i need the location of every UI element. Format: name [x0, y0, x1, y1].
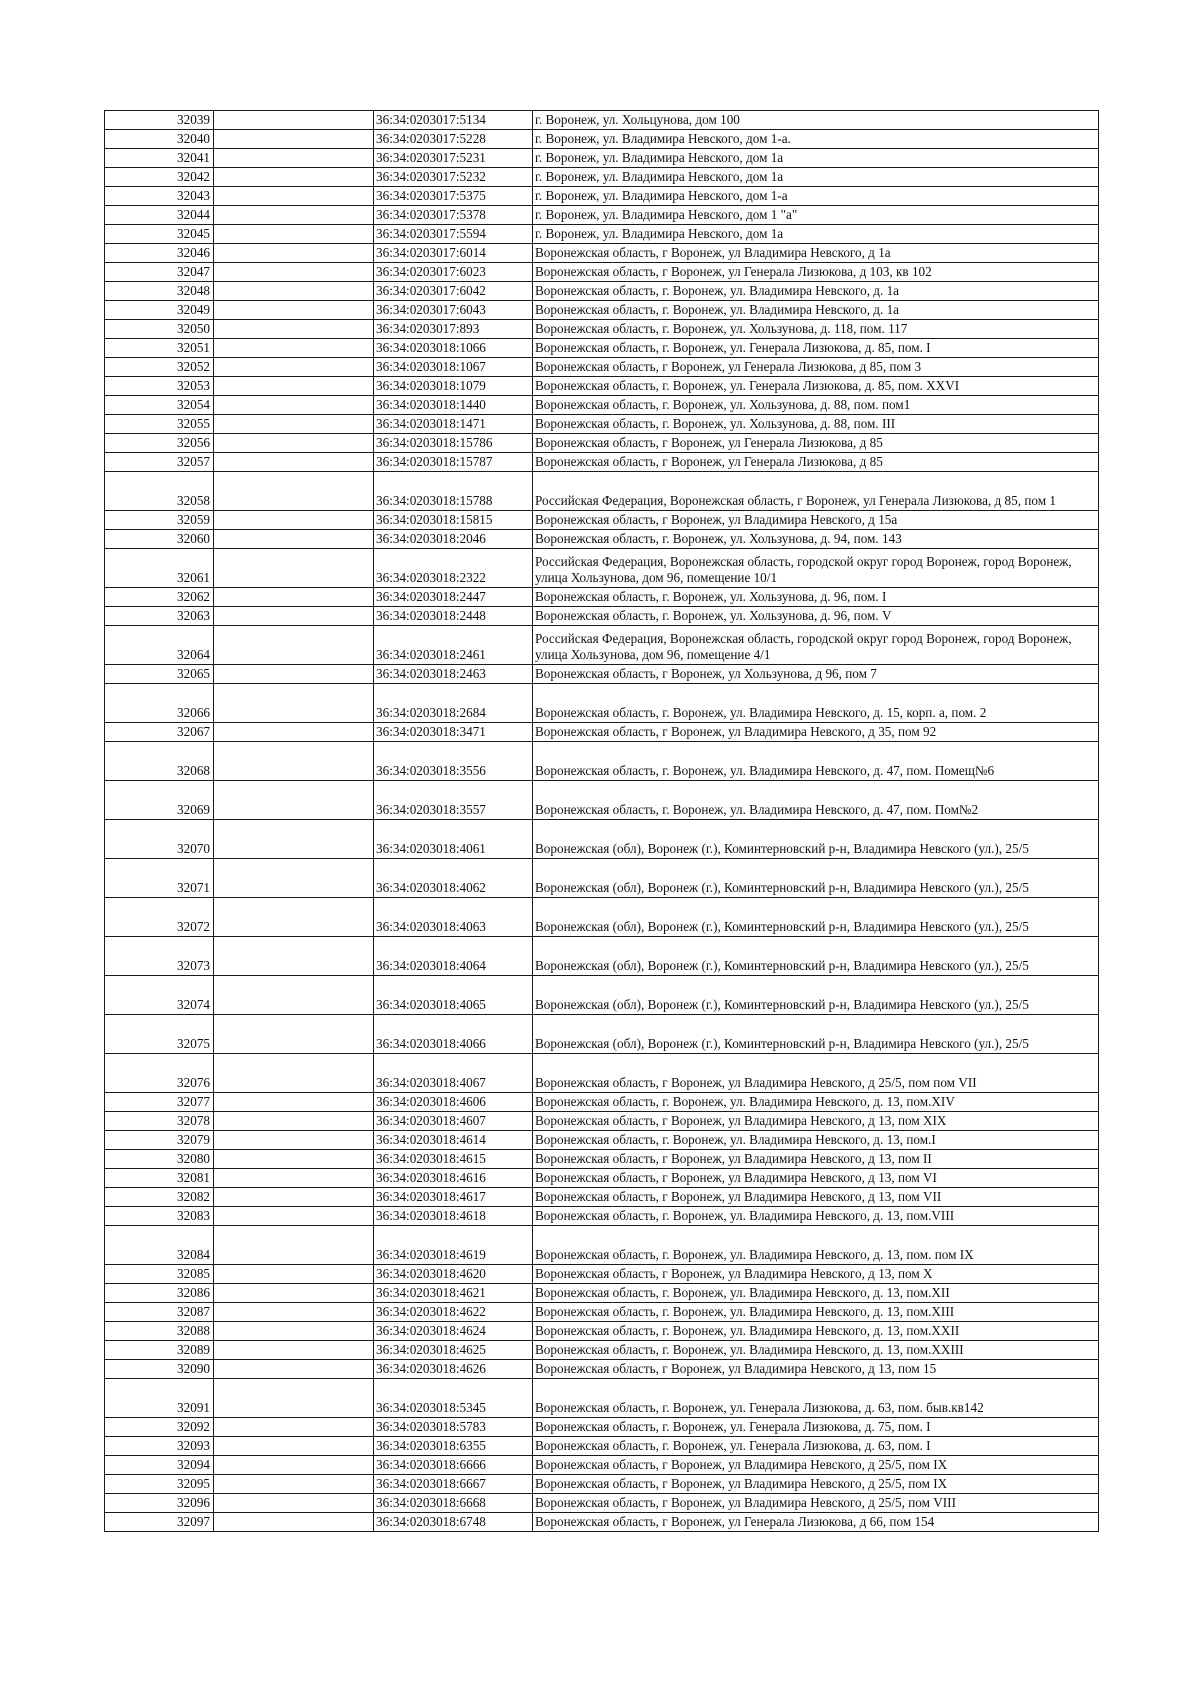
table-row — [105, 1360, 1099, 1379]
row-number-cell: 32086 — [105, 1284, 214, 1303]
address-cell: г. Воронеж, ул. Хольцунова, дом 100 — [533, 111, 1099, 130]
cadastral-number-cell: 36:34:0203018:3556 — [374, 742, 533, 781]
row-number-cell: 32096 — [105, 1494, 214, 1513]
address-cell: г. Воронеж, ул. Владимира Невского, дом 1а — [533, 225, 1099, 244]
row-number-cell: 32079 — [105, 1131, 214, 1150]
cadastral-number-cell: 36:34:0203018:5345 — [374, 1379, 533, 1418]
cadastral-number-cell: 36:34:0203018:6355 — [374, 1437, 533, 1456]
row-number-cell: 32066 — [105, 684, 214, 723]
empty-cell — [214, 1093, 374, 1112]
empty-cell — [214, 168, 374, 187]
table-row — [105, 976, 1099, 1015]
address-cell: Воронежская область, г. Воронеж, ул. Владимира Невского, д. 1а — [533, 282, 1099, 301]
table-row — [105, 1513, 1099, 1532]
table-row — [105, 1284, 1099, 1303]
row-number-cell: 32084 — [105, 1226, 214, 1265]
row-number-cell: 32092 — [105, 1418, 214, 1437]
empty-cell — [214, 511, 374, 530]
empty-cell — [214, 1226, 374, 1265]
cadastral-number-cell: 36:34:0203018:1471 — [374, 415, 533, 434]
row-number-cell: 32040 — [105, 130, 214, 149]
table-row — [105, 1188, 1099, 1207]
address-cell: Воронежская область, г. Воронеж, ул. Хользунова, д. 88, пом. III — [533, 415, 1099, 434]
address-cell: Воронежская область, г. Воронеж, ул. Генерала Лизюкова, д. 85, пом. XXVI — [533, 377, 1099, 396]
table-row — [105, 1437, 1099, 1456]
address-cell: Воронежская область, г Воронеж, ул Владимира Невского, д 1а — [533, 244, 1099, 263]
address-cell: Российская Федерация, Воронежская область, городской округ город Воронеж, город Воронеж, улица Хользунова, дом 96, помещение 10/1 — [533, 549, 1099, 588]
table-row — [105, 1150, 1099, 1169]
address-cell: Воронежская (обл), Воронеж (г.), Коминтерновский р-н, Владимира Невского (ул.), 25/5 — [533, 976, 1099, 1015]
row-number-cell: 32041 — [105, 149, 214, 168]
table-row — [105, 1303, 1099, 1322]
cadastral-number-cell: 36:34:0203018:6668 — [374, 1494, 533, 1513]
row-number-cell: 32044 — [105, 206, 214, 225]
cadastral-number-cell: 36:34:0203017:5594 — [374, 225, 533, 244]
cadastral-number-cell: 36:34:0203017:5375 — [374, 187, 533, 206]
empty-cell — [214, 130, 374, 149]
table-row — [105, 1379, 1099, 1418]
address-cell: Воронежская область, г. Воронеж, ул. Владимира Невского, д. 13, пом.XII — [533, 1284, 1099, 1303]
address-cell: Воронежская область, г. Воронеж, ул. Владимира Невского, д. 47, пом. Пом№2 — [533, 781, 1099, 820]
address-cell: Воронежская область, г Воронеж, ул Владимира Невского, д 13, пом VI — [533, 1169, 1099, 1188]
address-cell: Воронежская область, г Воронеж, ул Владимира Невского, д 35, пом 92 — [533, 723, 1099, 742]
cadastral-number-cell: 36:34:0203018:6748 — [374, 1513, 533, 1532]
row-number-cell: 32069 — [105, 781, 214, 820]
row-number-cell: 32050 — [105, 320, 214, 339]
row-number-cell: 32058 — [105, 472, 214, 511]
cadastral-number-cell: 36:34:0203017:5232 — [374, 168, 533, 187]
table-row — [105, 549, 1099, 588]
row-number-cell: 32070 — [105, 820, 214, 859]
address-cell: Воронежская область, г. Воронеж, ул. Хользунова, д. 96, пом. I — [533, 588, 1099, 607]
address-cell: Воронежская область, г. Воронеж, ул. Владимира Невского, д. 15, корп. а, пом. 2 — [533, 684, 1099, 723]
address-cell: Воронежская область, г. Воронеж, ул. Владимира Невского, д. 13, пом.VIII — [533, 1207, 1099, 1226]
empty-cell — [214, 898, 374, 937]
row-number-cell: 32074 — [105, 976, 214, 1015]
table-row — [105, 781, 1099, 820]
table-row — [105, 320, 1099, 339]
address-cell: Воронежская область, г. Воронеж, ул. Генерала Лизюкова, д. 63, пом. I — [533, 1437, 1099, 1456]
table-row — [105, 1341, 1099, 1360]
cadastral-number-cell: 36:34:0203018:2461 — [374, 626, 533, 665]
row-number-cell: 32051 — [105, 339, 214, 358]
table-row — [105, 358, 1099, 377]
table-row — [105, 820, 1099, 859]
table-row — [105, 1418, 1099, 1437]
cadastral-number-cell: 36:34:0203017:5231 — [374, 149, 533, 168]
table-row — [105, 225, 1099, 244]
row-number-cell: 32065 — [105, 665, 214, 684]
address-cell: Воронежская область, г. Воронеж, ул. Владимира Невского, д. 13, пом.XXIII — [533, 1341, 1099, 1360]
row-number-cell: 32090 — [105, 1360, 214, 1379]
cadastral-number-cell: 36:34:0203018:2463 — [374, 665, 533, 684]
row-number-cell: 32063 — [105, 607, 214, 626]
empty-cell — [214, 1188, 374, 1207]
row-number-cell: 32091 — [105, 1379, 214, 1418]
row-number-cell: 32049 — [105, 301, 214, 320]
address-cell: Воронежская область, г. Воронеж, ул. Хользунова, д. 94, пом. 143 — [533, 530, 1099, 549]
address-cell: Воронежская область, г Воронеж, ул Владимира Невского, д 25/5, пом VIII — [533, 1494, 1099, 1513]
table-row — [105, 588, 1099, 607]
empty-cell — [214, 1322, 374, 1341]
row-number-cell: 32053 — [105, 377, 214, 396]
empty-cell — [214, 665, 374, 684]
table-row — [105, 1131, 1099, 1150]
empty-cell — [214, 1456, 374, 1475]
table-row — [105, 206, 1099, 225]
cadastral-number-cell: 36:34:0203017:6014 — [374, 244, 533, 263]
row-number-cell: 32078 — [105, 1112, 214, 1131]
address-cell: Воронежская область, г Воронеж, ул Владимира Невского, д 25/5, пом IX — [533, 1456, 1099, 1475]
empty-cell — [214, 187, 374, 206]
empty-cell — [214, 453, 374, 472]
table-row — [105, 187, 1099, 206]
cadastral-number-cell: 36:34:0203018:4067 — [374, 1054, 533, 1093]
empty-cell — [214, 781, 374, 820]
table-row — [105, 607, 1099, 626]
address-cell: Российская Федерация, Воронежская область, городской округ город Воронеж, город Воронеж, улица Хользунова, дом 96, помещение 4/1 — [533, 626, 1099, 665]
address-cell: Воронежская область, г. Воронеж, ул. Владимира Невского, д. 13, пом.XXII — [533, 1322, 1099, 1341]
table-row — [105, 859, 1099, 898]
address-cell: Российская Федерация, Воронежская область, г Воронеж, ул Генерала Лизюкова, д 85, пом 1 — [533, 472, 1099, 511]
empty-cell — [214, 1513, 374, 1532]
cadastral-number-cell: 36:34:0203018:4606 — [374, 1093, 533, 1112]
address-cell: Воронежская область, г. Воронеж, ул. Владимира Невского, д. 13, пом.XIII — [533, 1303, 1099, 1322]
address-cell: Воронежская область, г Воронеж, ул Владимира Невского, д 13, пом XIX — [533, 1112, 1099, 1131]
table-row — [105, 1169, 1099, 1188]
cadastral-number-cell: 36:34:0203018:4616 — [374, 1169, 533, 1188]
address-cell: Воронежская область, г Воронеж, ул Владимира Невского, д 25/5, пом IX — [533, 1475, 1099, 1494]
row-number-cell: 32093 — [105, 1437, 214, 1456]
empty-cell — [214, 358, 374, 377]
cadastral-number-cell: 36:34:0203018:4620 — [374, 1265, 533, 1284]
row-number-cell: 32045 — [105, 225, 214, 244]
table-row — [105, 898, 1099, 937]
cadastral-number-cell: 36:34:0203018:4607 — [374, 1112, 533, 1131]
table-row — [105, 130, 1099, 149]
table-row — [105, 301, 1099, 320]
empty-cell — [214, 377, 374, 396]
registry-table-body — [105, 111, 1099, 1532]
cadastral-number-cell: 36:34:0203018:4621 — [374, 1284, 533, 1303]
row-number-cell: 32095 — [105, 1475, 214, 1494]
empty-cell — [214, 549, 374, 588]
row-number-cell: 32071 — [105, 859, 214, 898]
empty-cell — [214, 225, 374, 244]
address-cell: Воронежская область, г. Воронеж, ул. Владимира Невского, д. 13, пом. пом IX — [533, 1226, 1099, 1265]
address-cell: Воронежская (обл), Воронеж (г.), Коминтерновский р-н, Владимира Невского (ул.), 25/5 — [533, 898, 1099, 937]
table-row — [105, 377, 1099, 396]
table-row — [105, 1015, 1099, 1054]
empty-cell — [214, 1207, 374, 1226]
address-cell: Воронежская область, г. Воронеж, ул. Генерала Лизюкова, д. 85, пом. I — [533, 339, 1099, 358]
table-row — [105, 168, 1099, 187]
table-row — [105, 1054, 1099, 1093]
cadastral-number-cell: 36:34:0203018:6667 — [374, 1475, 533, 1494]
table-row — [105, 111, 1099, 130]
row-number-cell: 32059 — [105, 511, 214, 530]
cadastral-number-cell: 36:34:0203017:6043 — [374, 301, 533, 320]
empty-cell — [214, 607, 374, 626]
table-row — [105, 1456, 1099, 1475]
cadastral-number-cell: 36:34:0203018:4062 — [374, 859, 533, 898]
row-number-cell: 32067 — [105, 723, 214, 742]
table-row — [105, 1207, 1099, 1226]
empty-cell — [214, 1169, 374, 1188]
empty-cell — [214, 415, 374, 434]
table-row — [105, 530, 1099, 549]
cadastral-number-cell: 36:34:0203018:4063 — [374, 898, 533, 937]
address-cell: Воронежская область, г Воронеж, ул Генерала Лизюкова, д 85, пом 3 — [533, 358, 1099, 377]
table-row — [105, 415, 1099, 434]
table-row — [105, 684, 1099, 723]
address-cell: Воронежская область, г Воронеж, ул Владимира Невского, д 13, пом II — [533, 1150, 1099, 1169]
empty-cell — [214, 472, 374, 511]
address-cell: Воронежская (обл), Воронеж (г.), Коминтерновский р-н, Владимира Невского (ул.), 25/5 — [533, 937, 1099, 976]
table-row — [105, 263, 1099, 282]
row-number-cell: 32072 — [105, 898, 214, 937]
cadastral-number-cell: 36:34:0203018:4614 — [374, 1131, 533, 1150]
empty-cell — [214, 937, 374, 976]
cadastral-number-cell: 36:34:0203018:3471 — [374, 723, 533, 742]
empty-cell — [214, 976, 374, 1015]
empty-cell — [214, 1284, 374, 1303]
empty-cell — [214, 684, 374, 723]
cadastral-number-cell: 36:34:0203018:4625 — [374, 1341, 533, 1360]
empty-cell — [214, 742, 374, 781]
table-row — [105, 472, 1099, 511]
cadastral-number-cell: 36:34:0203017:6042 — [374, 282, 533, 301]
address-cell: Воронежская область, г. Воронеж, ул. Хользунова, д. 96, пом. V — [533, 607, 1099, 626]
empty-cell — [214, 1015, 374, 1054]
address-cell: Воронежская область, г Воронеж, ул Генерала Лизюкова, д 103, кв 102 — [533, 263, 1099, 282]
empty-cell — [214, 1303, 374, 1322]
empty-cell — [214, 339, 374, 358]
table-row — [105, 1226, 1099, 1265]
address-cell: Воронежская область, г. Воронеж, ул. Генерала Лизюкова, д. 63, пом. быв.кв142 — [533, 1379, 1099, 1418]
row-number-cell: 32080 — [105, 1150, 214, 1169]
row-number-cell: 32083 — [105, 1207, 214, 1226]
address-cell: Воронежская область, г Воронеж, ул Владимира Невского, д 25/5, пом пом VII — [533, 1054, 1099, 1093]
row-number-cell: 32075 — [105, 1015, 214, 1054]
cadastral-number-cell: 36:34:0203018:1079 — [374, 377, 533, 396]
table-row — [105, 742, 1099, 781]
empty-cell — [214, 263, 374, 282]
address-cell: Воронежская область, г. Воронеж, ул. Хользунова, д. 88, пом. пом1 — [533, 396, 1099, 415]
table-row — [105, 282, 1099, 301]
table-row — [105, 149, 1099, 168]
address-cell: г. Воронеж, ул. Владимира Невского, дом 1а — [533, 149, 1099, 168]
empty-cell — [214, 111, 374, 130]
address-cell: Воронежская область, г. Воронеж, ул. Владимира Невского, д. 1а — [533, 301, 1099, 320]
row-number-cell: 32087 — [105, 1303, 214, 1322]
empty-cell — [214, 320, 374, 339]
cadastral-number-cell: 36:34:0203018:2322 — [374, 549, 533, 588]
cadastral-number-cell: 36:34:0203018:15787 — [374, 453, 533, 472]
empty-cell — [214, 1379, 374, 1418]
address-cell: Воронежская область, г Воронеж, ул Владимира Невского, д 13, пом X — [533, 1265, 1099, 1284]
empty-cell — [214, 626, 374, 665]
row-number-cell: 32085 — [105, 1265, 214, 1284]
address-cell: Воронежская область, г Воронеж, ул Генерала Лизюкова, д 85 — [533, 453, 1099, 472]
row-number-cell: 32068 — [105, 742, 214, 781]
row-number-cell: 32094 — [105, 1456, 214, 1475]
cadastral-number-cell: 36:34:0203017:5228 — [374, 130, 533, 149]
cadastral-number-cell: 36:34:0203018:3557 — [374, 781, 533, 820]
cadastral-number-cell: 36:34:0203018:15815 — [374, 511, 533, 530]
cadastral-number-cell: 36:34:0203018:15786 — [374, 434, 533, 453]
table-row — [105, 453, 1099, 472]
row-number-cell: 32039 — [105, 111, 214, 130]
address-cell: г. Воронеж, ул. Владимира Невского, дом 1-а — [533, 187, 1099, 206]
table-row — [105, 244, 1099, 263]
cadastral-number-cell: 36:34:0203018:2447 — [374, 588, 533, 607]
cadastral-number-cell: 36:34:0203018:1067 — [374, 358, 533, 377]
empty-cell — [214, 244, 374, 263]
empty-cell — [214, 434, 374, 453]
row-number-cell: 32046 — [105, 244, 214, 263]
cadastral-number-cell: 36:34:0203018:4617 — [374, 1188, 533, 1207]
empty-cell — [214, 1112, 374, 1131]
table-row — [105, 1494, 1099, 1513]
row-number-cell: 32057 — [105, 453, 214, 472]
empty-cell — [214, 820, 374, 859]
cadastral-number-cell: 36:34:0203018:4061 — [374, 820, 533, 859]
row-number-cell: 32081 — [105, 1169, 214, 1188]
address-cell: Воронежская область, г Воронеж, ул Владимира Невского, д 13, пом VII — [533, 1188, 1099, 1207]
row-number-cell: 32043 — [105, 187, 214, 206]
empty-cell — [214, 282, 374, 301]
row-number-cell: 32097 — [105, 1513, 214, 1532]
address-cell: Воронежская область, г. Воронеж, ул. Владимира Невского, д. 47, пом. Помещ№6 — [533, 742, 1099, 781]
row-number-cell: 32060 — [105, 530, 214, 549]
empty-cell — [214, 1265, 374, 1284]
empty-cell — [214, 1131, 374, 1150]
cadastral-number-cell: 36:34:0203018:4066 — [374, 1015, 533, 1054]
address-cell: Воронежская область, г Воронеж, ул Генерала Лизюкова, д 85 — [533, 434, 1099, 453]
empty-cell — [214, 723, 374, 742]
empty-cell — [214, 206, 374, 225]
empty-cell — [214, 1150, 374, 1169]
table-row — [105, 434, 1099, 453]
cadastral-number-cell: 36:34:0203018:4619 — [374, 1226, 533, 1265]
row-number-cell: 32088 — [105, 1322, 214, 1341]
empty-cell — [214, 149, 374, 168]
empty-cell — [214, 1418, 374, 1437]
row-number-cell: 32054 — [105, 396, 214, 415]
cadastral-number-cell: 36:34:0203017:893 — [374, 320, 533, 339]
table-row — [105, 723, 1099, 742]
table-row — [105, 1093, 1099, 1112]
row-number-cell: 32073 — [105, 937, 214, 976]
row-number-cell: 32062 — [105, 588, 214, 607]
cadastral-number-cell: 36:34:0203018:4065 — [374, 976, 533, 1015]
row-number-cell: 32089 — [105, 1341, 214, 1360]
empty-cell — [214, 1054, 374, 1093]
cadastral-number-cell: 36:34:0203017:5134 — [374, 111, 533, 130]
cadastral-number-cell: 36:34:0203018:1066 — [374, 339, 533, 358]
row-number-cell: 32064 — [105, 626, 214, 665]
address-cell: г. Воронеж, ул. Владимира Невского, дом 1-а. — [533, 130, 1099, 149]
empty-cell — [214, 1494, 374, 1513]
address-cell: Воронежская область, г. Воронеж, ул. Владимира Невского, д. 13, пом.I — [533, 1131, 1099, 1150]
cadastral-number-cell: 36:34:0203018:6666 — [374, 1456, 533, 1475]
empty-cell — [214, 859, 374, 898]
row-number-cell: 32055 — [105, 415, 214, 434]
empty-cell — [214, 530, 374, 549]
address-cell: Воронежская область, г Воронеж, ул Владимира Невского, д 15а — [533, 511, 1099, 530]
row-number-cell: 32061 — [105, 549, 214, 588]
table-row — [105, 339, 1099, 358]
address-cell: Воронежская область, г Воронеж, ул Хользунова, д 96, пом 7 — [533, 665, 1099, 684]
table-row — [105, 396, 1099, 415]
cadastral-number-cell: 36:34:0203018:4615 — [374, 1150, 533, 1169]
empty-cell — [214, 301, 374, 320]
cadastral-number-cell: 36:34:0203018:2684 — [374, 684, 533, 723]
empty-cell — [214, 1437, 374, 1456]
row-number-cell: 32077 — [105, 1093, 214, 1112]
empty-cell — [214, 1341, 374, 1360]
cadastral-number-cell: 36:34:0203018:2046 — [374, 530, 533, 549]
empty-cell — [214, 1475, 374, 1494]
empty-cell — [214, 396, 374, 415]
address-cell: Воронежская (обл), Воронеж (г.), Коминтерновский р-н, Владимира Невского (ул.), 25/5 — [533, 820, 1099, 859]
table-row — [105, 1112, 1099, 1131]
cadastral-number-cell: 36:34:0203018:5783 — [374, 1418, 533, 1437]
table-row — [105, 1265, 1099, 1284]
row-number-cell: 32082 — [105, 1188, 214, 1207]
address-cell: Воронежская область, г. Воронеж, ул. Генерала Лизюкова, д. 75, пом. I — [533, 1418, 1099, 1437]
address-cell: Воронежская область, г. Воронеж, ул. Владимира Невского, д. 13, пом.XIV — [533, 1093, 1099, 1112]
address-cell: Воронежская область, г. Воронеж, ул. Хользунова, д. 118, пом. 117 — [533, 320, 1099, 339]
cadastral-number-cell: 36:34:0203018:4626 — [374, 1360, 533, 1379]
row-number-cell: 32048 — [105, 282, 214, 301]
table-row — [105, 937, 1099, 976]
table-row — [105, 511, 1099, 530]
address-cell: г. Воронеж, ул. Владимира Невского, дом 1 "а" — [533, 206, 1099, 225]
row-number-cell: 32076 — [105, 1054, 214, 1093]
address-cell: Воронежская (обл), Воронеж (г.), Коминтерновский р-н, Владимира Невского (ул.), 25/5 — [533, 1015, 1099, 1054]
address-cell: Воронежская область, г Воронеж, ул Владимира Невского, д 13, пом 15 — [533, 1360, 1099, 1379]
table-row — [105, 1322, 1099, 1341]
row-number-cell: 32047 — [105, 263, 214, 282]
address-cell: Воронежская область, г Воронеж, ул Генерала Лизюкова, д 66, пом 154 — [533, 1513, 1099, 1532]
cadastral-number-cell: 36:34:0203018:1440 — [374, 396, 533, 415]
table-row — [105, 665, 1099, 684]
address-cell: Воронежская (обл), Воронеж (г.), Коминтерновский р-н, Владимира Невского (ул.), 25/5 — [533, 859, 1099, 898]
row-number-cell: 32042 — [105, 168, 214, 187]
cadastral-number-cell: 36:34:0203018:2448 — [374, 607, 533, 626]
table-row — [105, 626, 1099, 665]
empty-cell — [214, 588, 374, 607]
empty-cell — [214, 1360, 374, 1379]
row-number-cell: 32056 — [105, 434, 214, 453]
cadastral-number-cell: 36:34:0203018:4618 — [374, 1207, 533, 1226]
cadastral-number-cell: 36:34:0203018:4064 — [374, 937, 533, 976]
row-number-cell: 32052 — [105, 358, 214, 377]
registry-table — [104, 110, 1099, 1532]
cadastral-number-cell: 36:34:0203017:6023 — [374, 263, 533, 282]
cadastral-number-cell: 36:34:0203018:4624 — [374, 1322, 533, 1341]
address-cell: г. Воронеж, ул. Владимира Невского, дом 1а — [533, 168, 1099, 187]
cadastral-number-cell: 36:34:0203017:5378 — [374, 206, 533, 225]
cadastral-number-cell: 36:34:0203018:15788 — [374, 472, 533, 511]
table-row — [105, 1475, 1099, 1494]
cadastral-number-cell: 36:34:0203018:4622 — [374, 1303, 533, 1322]
